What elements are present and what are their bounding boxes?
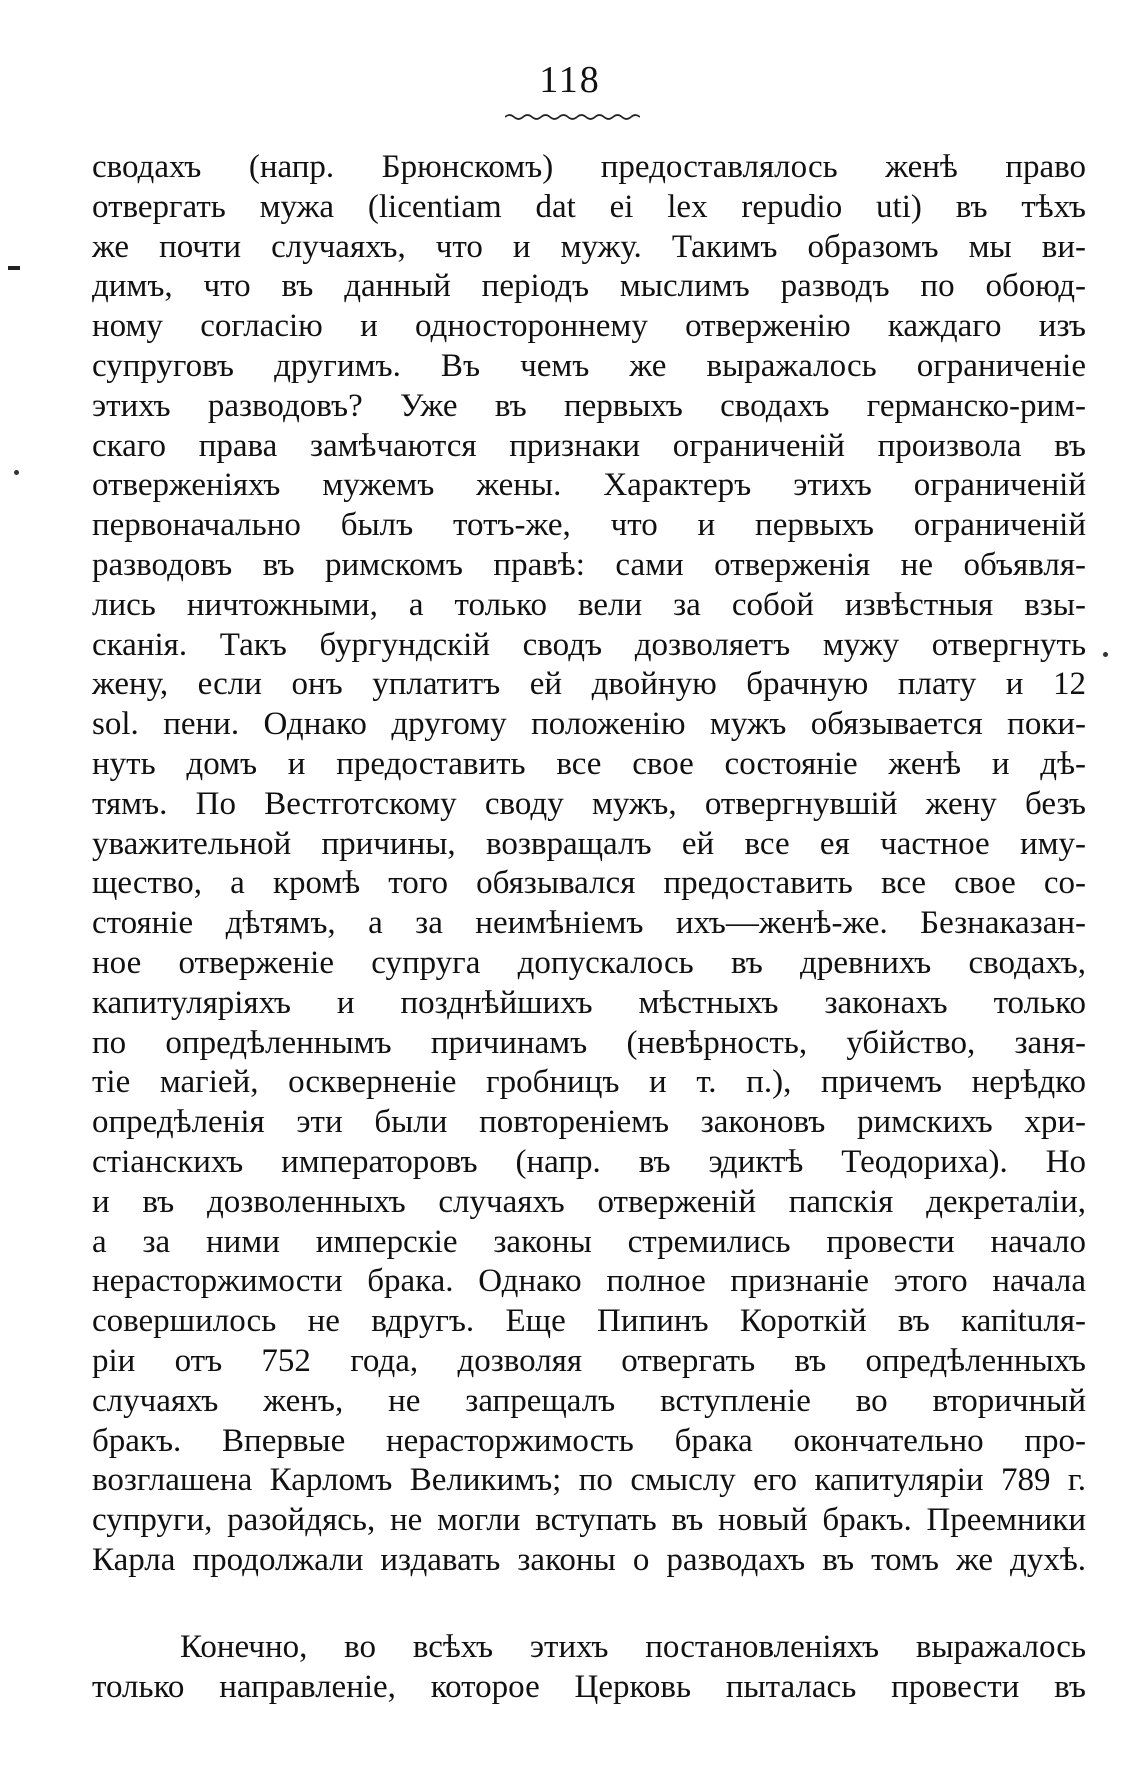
text-line: сканія. Такъ бургундскій сводъ дозволяетъ мужу отвергнуть [92,626,1086,663]
paragraph-1 [92,148,1086,1581]
page-number: 118 [539,59,601,101]
print-speck [1103,652,1108,657]
text-line: Конечно, во всѣхъ этихъ постановленіяхъ выражалось [180,1629,1086,1665]
text-line: скаго права замѣчаются признаки ограниченій произвола въ [92,427,1086,464]
text-line: только направленіе, которое Церковь пыталась провести въ [92,1668,1086,1705]
text-line: тіе магіей, оскверненіе гробницъ и т. п.), причемъ нерѣдко [92,1064,1086,1101]
text-line: лись ничтожными, а только вели за собой извѣстныя взы- [92,586,1086,623]
text-line: нуть домъ и предоставить все свое состояніе женѣ и дѣ- [92,745,1086,782]
text-line: стояніе дѣтямъ, а за неимѣніемъ ихъ—женѣ-же. Безнаказан- [92,905,1086,942]
text-line: димъ, что въ данный періодъ мыслимъ разводъ по обоюд- [92,268,1086,305]
text-line: sol. пени. Однако другому положенію мужъ обязывается поки- [92,706,1086,743]
text-line: отверженіяхъ мужемъ жены. Характеръ этихъ ограниченій [92,467,1086,504]
margin-mark [8,266,20,270]
text-line: Карла продолжали издавать законы о разводахъ въ томъ же духѣ. [92,1541,1086,1578]
text-line: случаяхъ женъ, не запрещалъ вступленіе во вторичный [92,1382,1086,1419]
text-line: первоначально былъ тотъ-же, что и первыхъ ограниченій [92,507,1086,544]
text-line: возглашена Карломъ Великимъ; по смыслу его капитуляріи 789 г. [92,1462,1086,1499]
text-line: нерасторжимости брака. Однако полное признаніе этого начала [92,1263,1086,1300]
text-line: капитуляріяхъ и позднѣйшихъ мѣстныхъ законахъ только [92,984,1086,1021]
text-line: супруговъ другимъ. Въ чемъ же выражалось ограниченіе [92,347,1086,384]
text-line: жену, если онъ уплатитъ ей двойную брачную плату и 12 [92,666,1086,703]
text-line: сводахъ (напр. Брюнскомъ) предоставлялось женѣ право [92,149,1086,185]
ornamental-rule [505,112,640,122]
text-line: а за ними имперскіе законы стремились провести начало [92,1223,1086,1260]
text-line: тямъ. По Вестготскому своду мужъ, отвергнувшій жену безъ [92,785,1086,822]
text-line: и въ дозволенныхъ случаяхъ отверженій папскія декреталіи, [92,1183,1086,1220]
text-line: же почти случаяхъ, что и мужу. Такимъ образомъ мы ви- [92,228,1086,265]
text-line: по опредѣленнымъ причинамъ (невѣрность, убійство, заня- [92,1024,1086,1061]
text-line: уважительной причины, возвращалъ ей все ея частное иму- [92,825,1086,862]
text-line: ное отверженіе супруга допускалось въ древнихъ сводахъ, [92,944,1086,981]
text-line: этихъ разводовъ? Уже въ первыхъ сводахъ германско-рим- [92,387,1086,424]
text-line: супруги, разойдясь, не могли вступать въ новый бракъ. Преемники [92,1502,1086,1539]
text-line: бракъ. Впервые нерасторжимость брака окончательно про- [92,1422,1086,1459]
text-line: щество, а кромѣ того обязывался предоставить все свое со- [92,865,1086,902]
text-line: стіанскихъ императоровъ (напр. въ эдиктѣ Теодориха). Но [92,1143,1086,1180]
text-line: разводовъ въ римскомъ правѣ: сами отверженія не объявля- [92,546,1086,583]
text-line: отвергать мужа (licentiam dat ei lex repudio uti) въ тѣхъ [92,188,1086,225]
text-line: опредѣленія эти были повтореніемъ законовъ римскихъ хри- [92,1104,1086,1141]
text-line: совершилось не вдругъ. Еще Пипинъ Короткій въ капituля- [92,1303,1086,1340]
text-line: ному согласію и одностороннему отверженію каждаго изъ [92,308,1086,345]
print-speck [14,470,19,475]
text-line: ріи отъ 752 года, дозволяя отвергать въ опредѣленныхъ [92,1342,1086,1379]
paragraph-2 [92,1628,1086,1708]
